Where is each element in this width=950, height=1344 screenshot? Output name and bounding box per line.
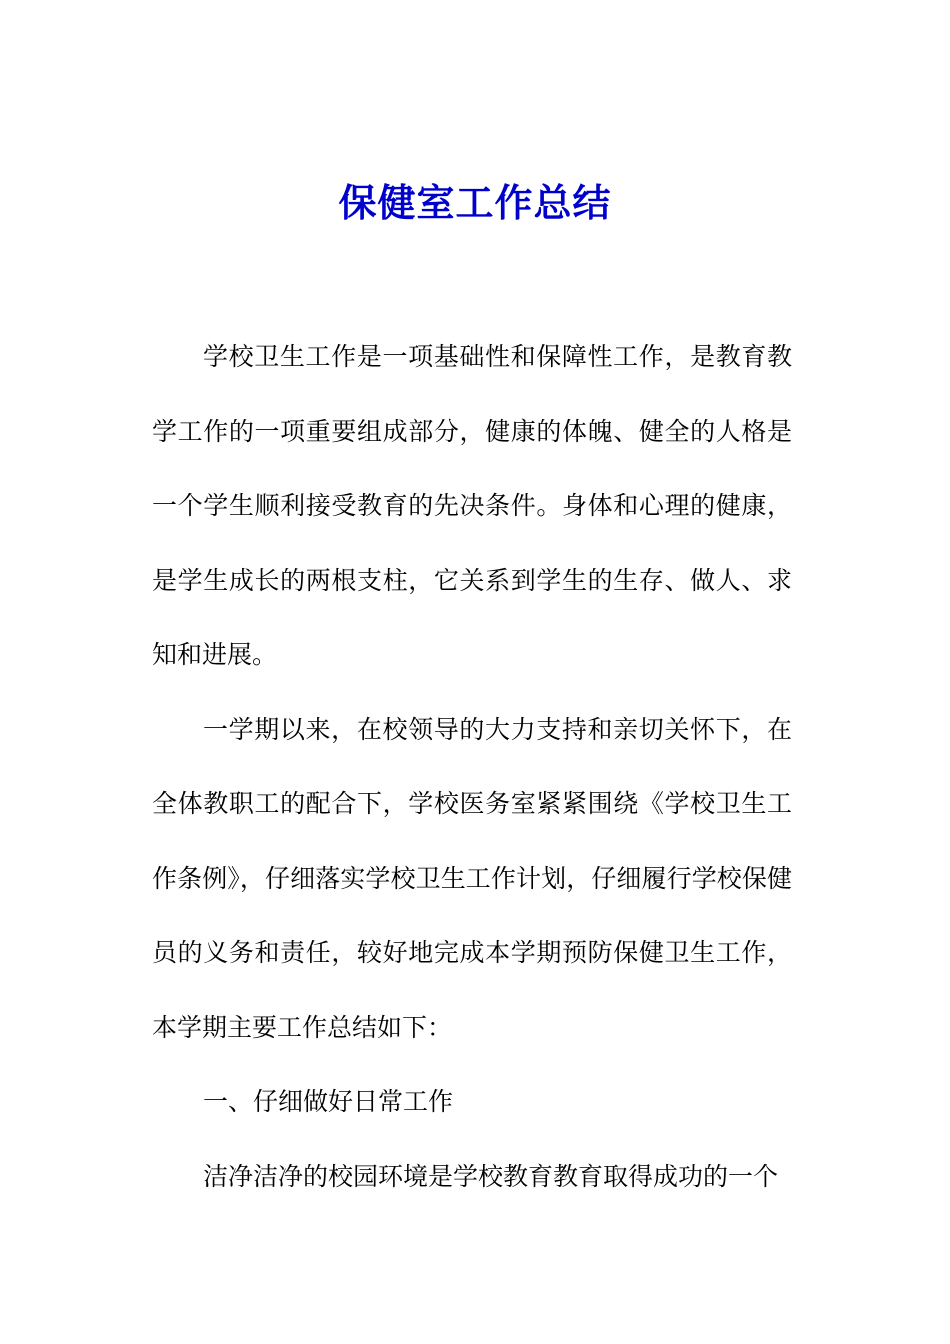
- document-title: 保健室工作总结: [338, 180, 612, 225]
- paragraph-intro: 学校卫生工作是一项基础性和保障性工作，是教育教学工作的一项重要组成部分，健康的体魄、健全的人格是一个学生顺利接受教育的先决条件。身体和心理的健康，是学生成长的两根支柱，它关系到学生的生存、做人、求知和进展。: [152, 342, 792, 669]
- paragraph-campus-environment: 洁净洁净的校园环境是学校教育教育取得成功的一个: [203, 1161, 779, 1191]
- document-body: [152, 320, 792, 1214]
- paragraph-semester-summary: 一学期以来，在校领导的大力支持和亲切关怀下，在全体教职工的配合下，学校医务室紧紧围绕《学校卫生工作条例》，仔细落实学校卫生工作计划，仔细履行学校保健员的义务和责任，较好地完成本学期预防保健卫生工作，本学期主要工作总结如下：: [152, 714, 792, 1042]
- section-heading-daily-work: 一、仔细做好日常工作: [203, 1087, 454, 1116]
